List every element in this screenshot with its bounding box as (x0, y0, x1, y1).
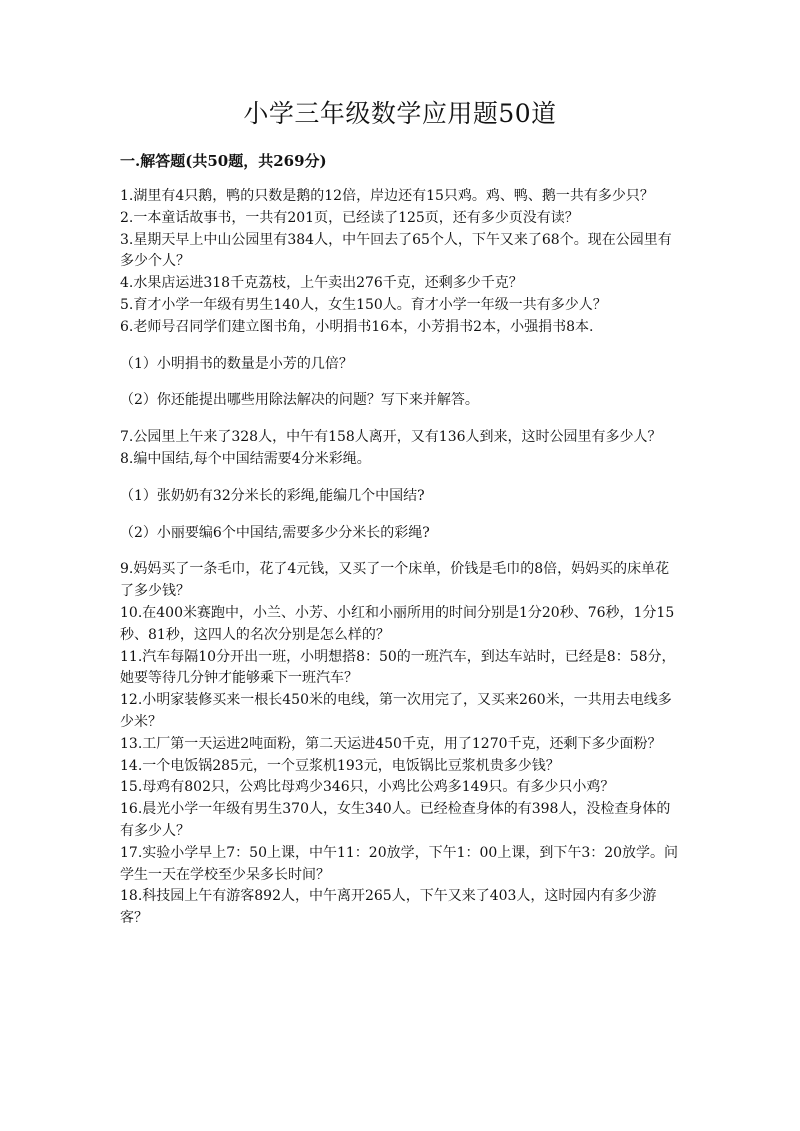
question-18: 18.科技园上午有游客892人，中午离开265人，下午又来了403人，这时园内有多少游客？ (120, 888, 657, 927)
question-16: 16.晨光小学一年级有男生370人，女生340人。已经检查身体的有398人，没检查身体的有多少人？ (120, 801, 671, 839)
question-13: 13.工厂第一天运进2吨面粉，第二天运进450千克，用了1270千克，还剩下多少面粉？ (120, 735, 662, 752)
section-heading: 一.解答题(共50题，共269分) (120, 152, 327, 170)
question-10: 10.在400米赛跑中，小兰、小芳、小红和小丽所用的时间分别是1分20秒、76秒，1分15秒、81秒，这四人的名次分别是怎么样的？ (120, 604, 675, 643)
question-14: 14.一个电饭锅285元，一个豆浆机193元，电饭锅比豆浆机贵多少钱？ (120, 757, 560, 774)
question-8-part-2: （2）小丽要编6个中国结,需要多少分米长的彩绳? (120, 524, 430, 541)
question-6-part-1: （1）小明捐书的数量是小芳的几倍？ (120, 355, 353, 372)
question-9: 9.妈妈买了一条毛巾，花了4元钱，又买了一个床单，价钱是毛巾的8倍，妈妈买的床单花了多少钱？ (120, 561, 670, 600)
question-3: 3.星期天早上中山公园里有384人，中午回去了65个人，下午又来了68个。现在公园里有多少个人？ (120, 231, 672, 270)
page-title: 小学三年级数学应用题50道 (243, 99, 557, 128)
question-6: 6.老师号召同学们建立图书角，小明捐书16本，小芳捐书2本，小强捐书8本. (120, 318, 594, 335)
question-2: 2.一本童话故事书，一共有201页，已经读了125页，还有多少页没有读？ (120, 209, 579, 226)
question-15: 15.母鸡有802只，公鸡比母鸡少346只，小鸡比公鸡多149只。有多少只小鸡？ (120, 779, 615, 796)
question-17: 17.实验小学早上7：50上课，中午11：20放学，下午1：00上课，到下午3：20放学。问学生一天在学校至少呆多长时间？ (120, 844, 679, 883)
question-1: 1.湖里有4只鹅，鸭的只数是鹅的12倍，岸边还有15只鸡。鸡、鸭、鹅一共有多少只？ (120, 188, 654, 204)
question-7: 7.公园里上午来了328人，中午有158人离开，又有136人到来，这时公园里有多少人？ (120, 429, 662, 446)
question-11: 11.汽车每隔10分开出一班，小明想搭8：50的一班汽车，到达车站时，已经是8：58分，她要等待几分钟才能够乘下一班汽车？ (120, 648, 676, 687)
question-12: 12.小明家装修买来一根长450米的电线，第一次用完了，又买来260米，一共用去电线多少米？ (120, 692, 672, 730)
question-list (120, 186, 680, 930)
question-8-part-1: （1）张奶奶有32分米长的彩绳,能编几个中国结? (120, 487, 425, 504)
question-6-part-2: （2）你还能提出哪些用除法解决的问题？写下来并解答。 (120, 392, 479, 409)
question-8: 8.编中国结,每个中国结需要4分米彩绳。 (120, 450, 371, 467)
question-4: 4.水果店运进318千克荔枝，上午卖出276千克，还剩多少千克？ (120, 275, 523, 292)
question-5: 5.育才小学一年级有男生140人，女生150人。育才小学一年级一共有多少人？ (120, 296, 607, 313)
